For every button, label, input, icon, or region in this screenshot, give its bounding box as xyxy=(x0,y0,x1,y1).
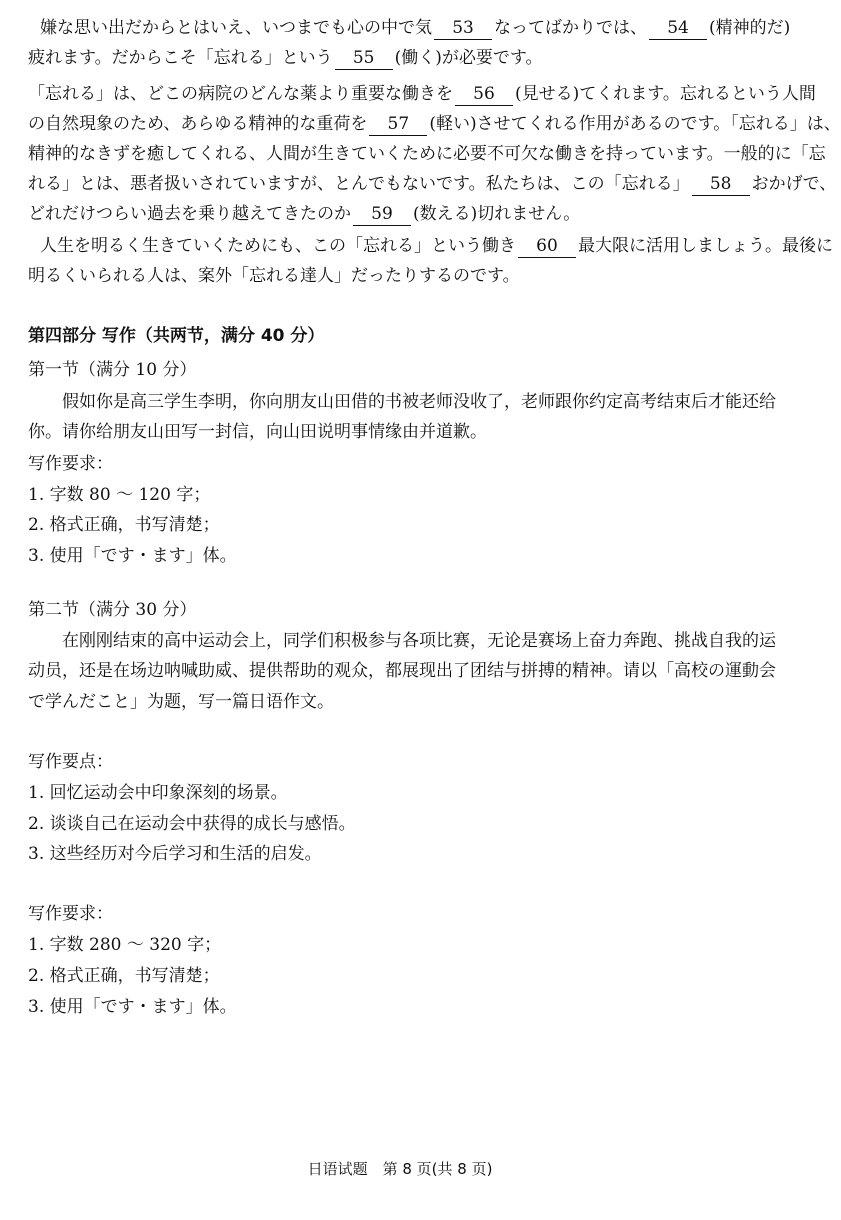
passage-text: 明るくいられる人は、案外「忘れる達人」だったりするのです。 xyxy=(28,266,520,286)
passage-text: なってばかりでは、 xyxy=(494,18,648,38)
answer-blank-57: 57 xyxy=(369,113,427,136)
section2-req-2: 2. 格式正确，书写清楚； xyxy=(28,966,220,986)
answer-blank-55: 55 xyxy=(335,47,393,70)
passage-text: 精神的なきずを癒してくれる、人間が生きていくために必要不可欠な働きを持っています。一般的に「忘 xyxy=(28,144,826,164)
passage-text: (数える)切れません。 xyxy=(413,204,581,224)
passage-text: 人生を明るく生きていくためにも、この「忘れる」という働き xyxy=(40,236,516,256)
section2-point-3: 3. 这些经历对今后学习和生活的启发。 xyxy=(28,844,322,864)
part4-title: 第四部分 写作（共两节，满分 40 分） xyxy=(28,326,325,346)
section1-prompt-line2: 你。请你给朋友山田写一封信，向山田说明事情缘由并道歉。 xyxy=(28,422,487,442)
passage-text: (精神的だ) xyxy=(709,18,791,38)
section2-point-1: 1. 回忆运动会中印象深刻的场景。 xyxy=(28,783,288,803)
passage-text: 「忘れる」は、どこの病院のどんな薬より重要な働きを xyxy=(28,84,453,104)
passage-text: 嫌な思い出だからとはいえ、いつまでも心の中で気 xyxy=(40,18,433,38)
section1-req-title: 写作要求： xyxy=(28,454,113,474)
section1-prompt-line1: 假如你是高三学生李明，你向朋友山田借的书被老师没收了，老师跟你约定高考结束后才能还给 xyxy=(62,392,776,412)
passage-text: (働く)が必要です。 xyxy=(394,48,543,68)
passage-text: の自然現象のため、あらゆる精神的な重荷を xyxy=(28,114,368,134)
passage-text: どれだけつらい過去を乗り越えてきたのか xyxy=(28,204,351,224)
passage-line-1 xyxy=(40,14,790,42)
passage-text: れる」とは、悪者扱いされていますが、とんでもないです。私たちは、この「忘れる」 xyxy=(28,174,690,194)
answer-blank-60: 60 xyxy=(518,235,576,258)
answer-blank-56: 56 xyxy=(455,83,513,106)
section2-point-2: 2. 谈谈自己在运动会中获得的成长与感悟。 xyxy=(28,814,356,834)
passage-line-2 xyxy=(28,44,778,72)
section2-points-title: 写作要点： xyxy=(28,752,113,772)
passage-text: おかげで、 xyxy=(751,174,837,194)
passage-text: (見せる)てくれます。忘れるという人間 xyxy=(515,84,816,104)
answer-blank-54: 54 xyxy=(649,17,707,40)
answer-blank-59: 59 xyxy=(353,203,411,226)
page-footer: 日语试题 第 8 页(共 8 页) xyxy=(307,1160,493,1178)
section1-title: 第一节（满分 10 分） xyxy=(28,360,197,380)
section2-req-title: 写作要求： xyxy=(28,904,113,924)
passage-line-4 xyxy=(28,110,841,138)
section1-req-2: 2. 格式正确，书写清楚； xyxy=(28,515,220,535)
section2-prompt-line1: 在刚刚结束的高中运动会上，同学们积极参与各项比赛，无论是赛场上奋力奔跑、挑战自我的运 xyxy=(62,631,776,651)
section2-req-1: 1. 字数 280 ～ 320 字； xyxy=(28,935,222,955)
passage-line-8 xyxy=(40,232,833,260)
passage-text: 疲れます。だからこそ「忘れる」という xyxy=(28,48,333,68)
passage-text: 最大限に活用しましょう。最後に xyxy=(578,236,833,256)
answer-blank-58: 58 xyxy=(692,173,750,196)
section2-title: 第二节（满分 30 分） xyxy=(28,600,197,620)
passage-text: (軽い)させてくれる作用があるのです。「忘れる」は、 xyxy=(429,114,841,134)
section2-req-3: 3. 使用「です・ます」体。 xyxy=(28,997,237,1017)
section1-req-1: 1. 字数 80 ～ 120 字； xyxy=(28,485,211,505)
section2-prompt-line2: 动员，还是在场边呐喊助威、提供帮助的观众，都展现出了团结与拼搏的精神。请以「高校の運動会 xyxy=(28,661,776,681)
passage-line-7 xyxy=(28,200,778,228)
answer-blank-53: 53 xyxy=(434,17,492,40)
passage-line-6 xyxy=(28,170,837,198)
passage-line-9 xyxy=(28,262,778,290)
section2-prompt-line3: で学んだこと」为题，写一篇日语作文。 xyxy=(28,692,334,712)
passage-line-3 xyxy=(28,80,816,108)
section1-req-3: 3. 使用「です・ます」体。 xyxy=(28,546,237,566)
passage-line-5 xyxy=(28,140,826,168)
